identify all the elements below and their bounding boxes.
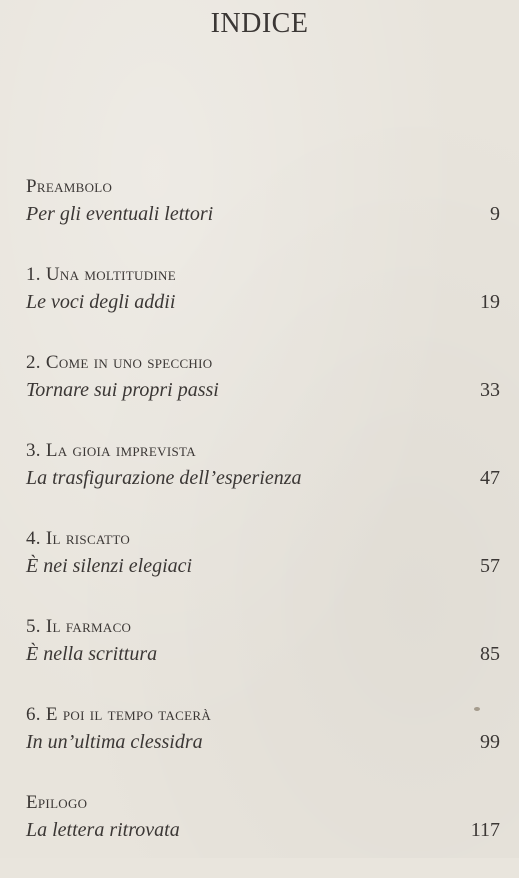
toc-subtitle: Le voci degli addii <box>26 291 176 313</box>
toc-heading: 1. Una moltitudine <box>26 264 176 285</box>
toc-subtitle: Tornare sui propri passi <box>26 379 219 401</box>
toc-entry-chapter-6 <box>26 702 500 790</box>
table-of-contents <box>26 174 500 878</box>
toc-subtitle: La trasfigurazione dell’esperienza <box>26 467 302 489</box>
toc-entry-chapter-2 <box>26 350 500 438</box>
toc-entry-chapter-1 <box>26 262 500 350</box>
toc-heading: 2. Come in uno specchio <box>26 352 213 373</box>
toc-heading: 5. Il farmaco <box>26 616 132 637</box>
toc-subtitle: È nei silenzi elegiaci <box>26 555 193 577</box>
toc-page-number: 117 <box>470 819 500 841</box>
toc-heading: 4. Il riscatto <box>26 528 131 549</box>
toc-page-number: 99 <box>480 731 500 753</box>
toc-entry-epilogo <box>26 790 500 878</box>
toc-heading: Epilogo <box>26 792 88 813</box>
toc-entry-chapter-3 <box>26 438 500 526</box>
toc-page-number: 85 <box>480 643 500 665</box>
toc-subtitle: Per gli eventuali lettori <box>26 203 214 225</box>
toc-subtitle: In un’ultima clessidra <box>26 731 203 753</box>
toc-entry-preambolo <box>26 174 500 262</box>
paper-speck <box>474 707 480 711</box>
toc-page-number: 19 <box>480 291 500 313</box>
toc-page-number: 33 <box>480 379 500 401</box>
toc-subtitle: È nella scrittura <box>26 643 158 665</box>
toc-entry-chapter-5 <box>26 614 500 702</box>
page-title: INDICE <box>210 8 309 39</box>
toc-subtitle: La lettera ritrovata <box>26 819 180 841</box>
toc-heading: 3. La gioia imprevista <box>26 440 196 461</box>
toc-page-number: 9 <box>490 203 500 225</box>
toc-heading: Preambolo <box>26 176 113 197</box>
toc-heading: 6. E poi il tempo tacerà <box>26 704 212 725</box>
toc-page-number: 47 <box>480 467 500 489</box>
toc-page-number: 57 <box>480 555 500 577</box>
toc-entry-chapter-4 <box>26 526 500 614</box>
